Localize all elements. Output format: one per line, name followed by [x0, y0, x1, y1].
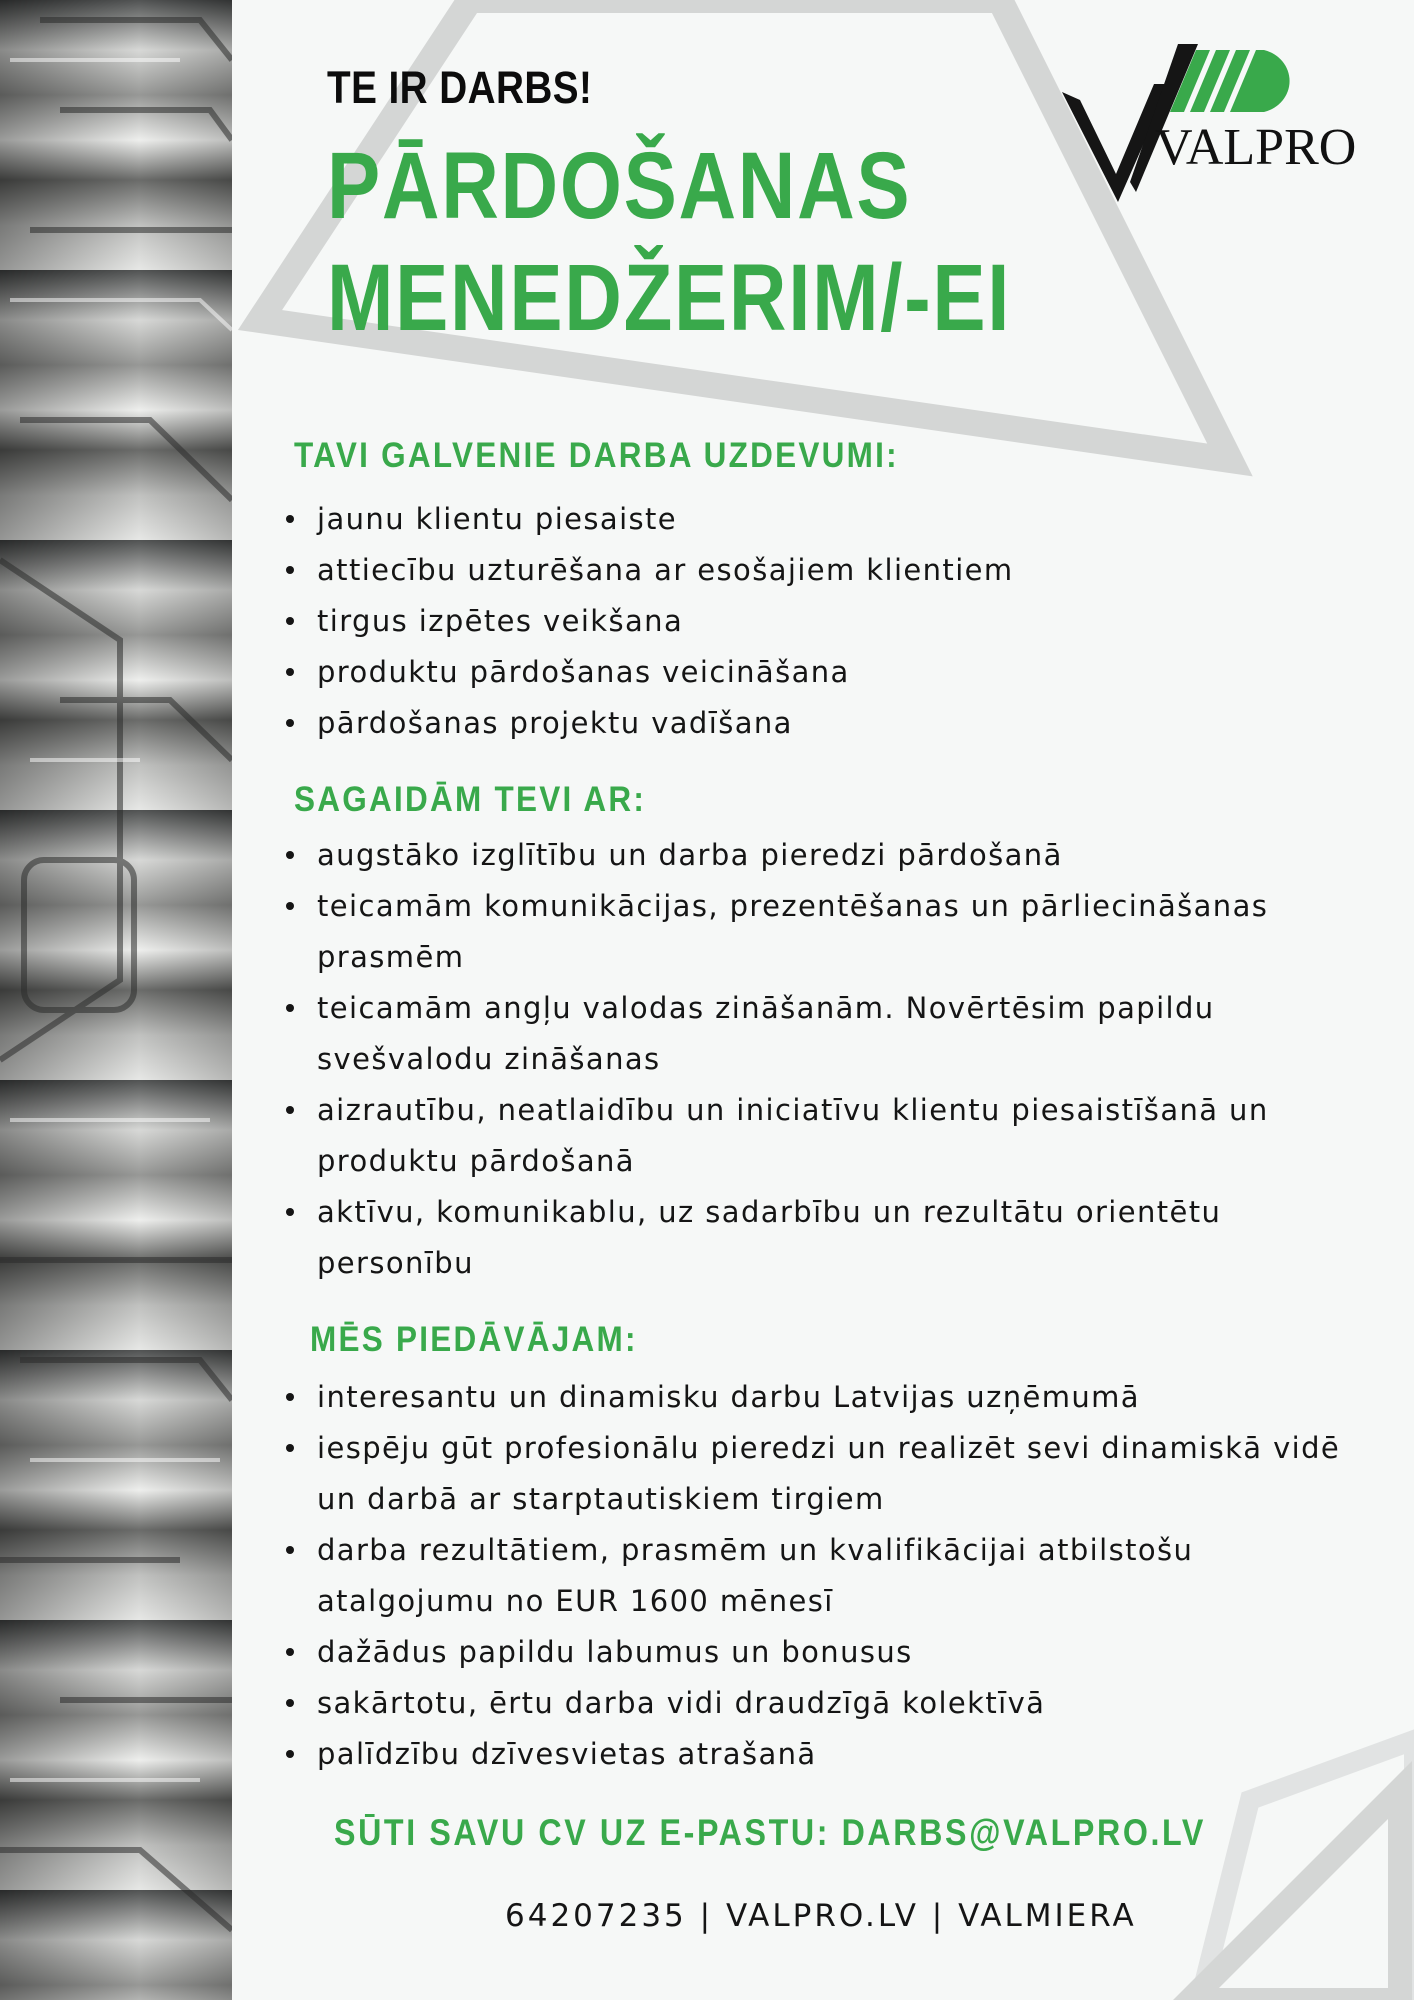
list-item: aizrautību, neatlaidību un iniciatīvu klientu piesaistīšanā un produktu pārdošanā — [282, 1085, 1342, 1187]
list-item: attiecību uzturēšana ar esošajiem klientiem — [282, 545, 1342, 596]
section-title-tasks: TAVI GALVENIE DARBA UZDEVUMI: — [294, 436, 899, 475]
list-item: aktīvu, komunikablu, uz sadarbību un rezultātu orientētu personību — [282, 1187, 1342, 1289]
tasks-list — [282, 494, 1342, 749]
list-item: pārdošanas projektu vadīšana — [282, 698, 1342, 749]
list-item: palīdzību dzīvesvietas atrašanā — [282, 1729, 1342, 1780]
list-item: tirgus izpētes veikšana — [282, 596, 1342, 647]
valpro-logo-text: VALPRO — [1155, 119, 1357, 176]
list-item: sakārtotu, ērtu darba vidi draudzīgā kolektīvā — [282, 1678, 1342, 1729]
list-item: augstāko izglītību un darba pieredzi pārdošanā — [282, 830, 1342, 881]
job-title-line-1: PĀRDOŠANAS — [327, 133, 912, 239]
job-title — [327, 130, 1011, 354]
list-item: teicamām angļu valodas zināšanām. Novērtēsim papildu svešvalodu zināšanas — [282, 983, 1342, 1085]
job-kicker: TE IR DARBS! — [327, 62, 593, 113]
list-item: darba rezultātiem, prasmēm un kvalifikācijai atbilstošu atalgojumu no EUR 1600 mēnesī — [282, 1525, 1342, 1627]
section-title-offer: MĒS PIEDĀVĀJAM: — [310, 1320, 638, 1359]
section-title-requirements: SAGAIDĀM TEVI AR: — [294, 780, 647, 819]
list-item: teicamām komunikācijas, prezentēšanas un pārliecināšanas prasmēm — [282, 881, 1342, 983]
job-title-line-2: MENEDŽERIM/-EI — [327, 245, 1012, 351]
list-item: interesantu un dinamisku darbu Latvijas uzņēmumā — [282, 1372, 1342, 1423]
list-item: iespēju gūt profesionālu pieredzi un realizēt sevi dinamiskā vidē un darbā ar starptautiskiem tirgiem — [282, 1423, 1342, 1525]
list-item: dažādus papildu labumus un bonusus — [282, 1627, 1342, 1678]
requirements-list — [282, 830, 1342, 1289]
offer-list — [282, 1372, 1342, 1780]
list-item: jaunu klientu piesaiste — [282, 494, 1342, 545]
apply-email-cta[interactable]: SŪTI SAVU CV UZ E-PASTU: DARBS@VALPRO.LV — [334, 1812, 1207, 1853]
contact-footer: 64207235 | VALPRO.LV | VALMIERA — [505, 1898, 1137, 1934]
list-item: produktu pārdošanas veicināšana — [282, 647, 1342, 698]
